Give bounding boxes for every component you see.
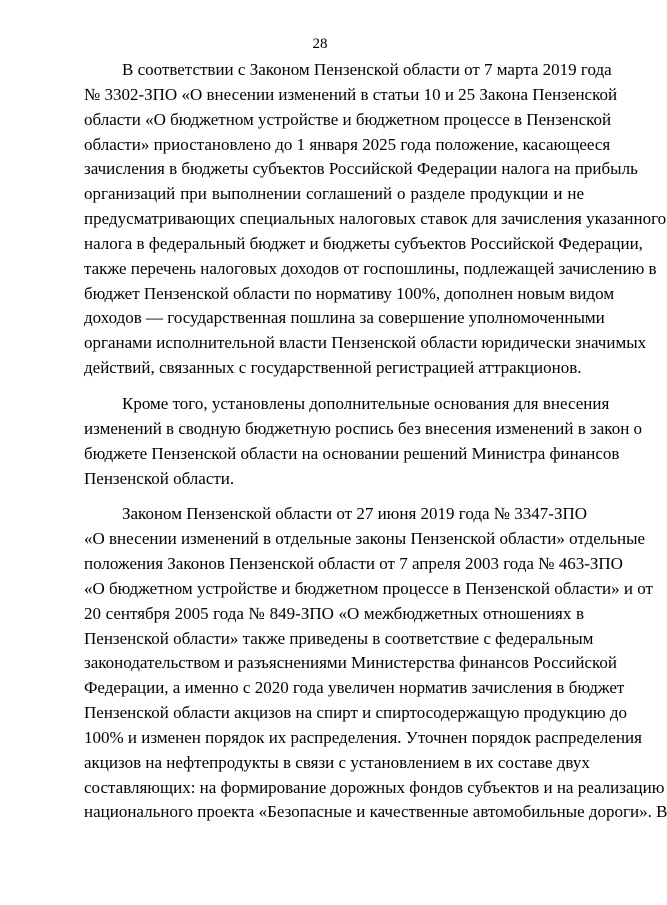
text-line: 100% и изменен порядок их распределения. Уточнен порядок распределения <box>84 727 642 747</box>
text-line: бюджет Пензенской области по нормативу 100%, дополнен новым видом <box>84 283 615 303</box>
text-line: бюджете Пензенской области на основании решений Министра финансов <box>84 443 620 463</box>
text-line: налога в федеральный бюджет и бюджеты субъектов Российской Федерации, <box>84 233 643 253</box>
paragraph-1 <box>84 58 667 381</box>
page-number: 28 <box>312 36 328 52</box>
paragraph-3 <box>84 502 667 825</box>
text-line: акцизов на нефтепродукты в связи с установлением в их составе двух <box>84 752 590 772</box>
text-line: Федерации, а именно с 2020 года увеличен норматив зачисления в бюджет <box>84 678 625 698</box>
text-line: № 3302-ЗПО «О внесении изменений в статьи 10 и 25 Закона Пензенской <box>84 84 618 104</box>
text-line: Пензенской области акцизов на спирт и спиртосодержащую продукцию до <box>84 703 628 723</box>
text-line: области «О бюджетном устройстве и бюджетном процессе в Пензенской <box>84 109 612 129</box>
text-line: Пензенской области» также приведены в соответствие с федеральным <box>84 628 594 648</box>
text-line: «О внесении изменений в отдельные законы Пензенской области» отдельные <box>84 529 646 549</box>
text-line: «О бюджетном устройстве и бюджетном процессе в Пензенской области» и от <box>84 578 653 598</box>
text-line: действий, связанных с государственной регистрацией аттракционов. <box>84 358 582 378</box>
text-line: изменений в сводную бюджетную роспись без внесения изменений в закон о <box>84 418 643 438</box>
paragraph-gap <box>84 381 584 392</box>
text-line: национального проекта «Безопасные и качественные автомобильные дороги». В <box>84 802 667 822</box>
paragraph-gap <box>84 491 584 502</box>
text-line: области» приостановлено до 1 января 2025 года положение, касающееся <box>84 134 611 154</box>
text-line: Законом Пензенской области от 27 июня 2019 года № 3347-ЗПО <box>122 504 588 524</box>
text-line: законодательством и разъяснениями Министерства финансов Российской <box>84 653 617 673</box>
text-line: составляющих: на формирование дорожных фондов субъектов и на реализацию <box>84 777 665 797</box>
text-line: организаций при выполнении соглашений о разделе продукции и не <box>84 184 584 204</box>
document-body <box>84 58 667 825</box>
text-line: В соответствии с Законом Пензенской области от 7 марта 2019 года <box>122 60 612 79</box>
text-line: Кроме того, установлены дополнительные основания для внесения <box>122 393 610 413</box>
text-line: зачисления в бюджеты субъектов Российской Федерации налога на прибыль <box>84 159 638 179</box>
text-line: 20 сентября 2005 года № 849-ЗПО «О межбюджетных отношениях в <box>84 603 584 623</box>
text-line: доходов — государственная пошлина за совершение уполномоченными <box>84 308 605 328</box>
text-line: органами исполнительной власти Пензенской области юридически значимых <box>84 333 647 353</box>
text-line: Пензенской области. <box>84 468 235 488</box>
text-line: положения Законов Пензенской области от 7 апреля 2003 года № 463-ЗПО <box>84 554 623 574</box>
paragraph-2 <box>84 392 643 491</box>
text-line: также перечень налоговых доходов от госпошлины, подлежащей зачислению в <box>84 258 657 278</box>
text-line: предусматривающих специальных налоговых ставок для зачисления указанного <box>84 209 667 229</box>
